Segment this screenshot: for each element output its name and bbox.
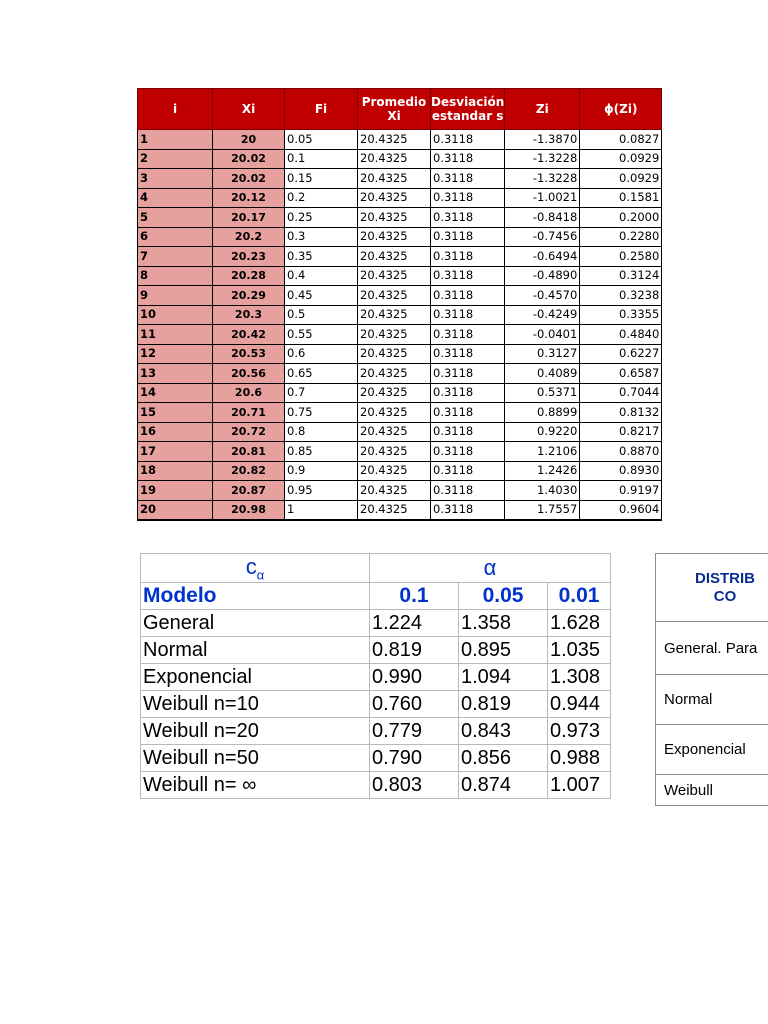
cell-xi: 20.29	[213, 286, 285, 306]
cell-phi: 0.3355	[580, 305, 662, 325]
cell-i: 2	[138, 149, 213, 169]
cell-promedio: 20.4325	[358, 266, 431, 286]
cell-i: 20	[138, 500, 213, 520]
cell-fi: 1	[285, 500, 358, 520]
cell-fi: 0.5	[285, 305, 358, 325]
cell-promedio: 20.4325	[358, 169, 431, 189]
cell-zi: -0.4890	[505, 266, 580, 286]
cell-phi: 0.9604	[580, 500, 662, 520]
cell-phi: 0.2580	[580, 247, 662, 267]
cell-promedio: 20.4325	[358, 149, 431, 169]
table-row	[138, 442, 662, 462]
table-row	[138, 364, 662, 384]
data-table	[137, 88, 662, 521]
cell-promedio: 20.4325	[358, 500, 431, 520]
cell-zi: -0.8418	[505, 208, 580, 228]
cell-zi: -0.4249	[505, 305, 580, 325]
cell-desviacion: 0.3118	[431, 500, 505, 520]
critical-row	[141, 718, 611, 745]
cell-promedio: 20.4325	[358, 442, 431, 462]
cell-phi: 0.8930	[580, 461, 662, 481]
cell-xi: 20.81	[213, 442, 285, 462]
cell-zi: -0.6494	[505, 247, 580, 267]
table-row	[138, 422, 662, 442]
cell-fi: 0.2	[285, 188, 358, 208]
dist-row-exponencial: Exponencial	[656, 725, 768, 775]
cell-desviacion: 0.3118	[431, 422, 505, 442]
cell-phi: 0.8217	[580, 422, 662, 442]
cell-model: Weibull n=50	[141, 745, 370, 772]
table-row	[138, 169, 662, 189]
cell-fi: 0.05	[285, 130, 358, 150]
cell-i: 11	[138, 325, 213, 345]
cell-fi: 0.85	[285, 442, 358, 462]
cell-promedio: 20.4325	[358, 305, 431, 325]
table-row	[138, 247, 662, 267]
cell-i: 5	[138, 208, 213, 228]
cell-i: 18	[138, 461, 213, 481]
cell-promedio: 20.4325	[358, 403, 431, 423]
col-header-zi: Zi	[505, 89, 580, 130]
cell-promedio: 20.4325	[358, 481, 431, 501]
table-row	[138, 149, 662, 169]
col-header-promedio: Promedio Xi	[358, 89, 431, 130]
cell-desviacion: 0.3118	[431, 461, 505, 481]
cell-xi: 20.2	[213, 227, 285, 247]
cell-xi: 20.23	[213, 247, 285, 267]
alpha-col-3: 0.01	[548, 583, 611, 610]
cell-zi: 0.9220	[505, 422, 580, 442]
critical-col-row	[141, 583, 611, 610]
col-header-xi: Xi	[213, 89, 285, 130]
cell-model: Weibull n= ∞	[141, 772, 370, 799]
cell-xi: 20.6	[213, 383, 285, 403]
cell-desviacion: 0.3118	[431, 266, 505, 286]
cell-desviacion: 0.3118	[431, 149, 505, 169]
cell-desviacion: 0.3118	[431, 364, 505, 384]
cell-promedio: 20.4325	[358, 344, 431, 364]
cell-fi: 0.1	[285, 149, 358, 169]
cell-phi: 0.2000	[580, 208, 662, 228]
cell-phi: 0.9197	[580, 481, 662, 501]
cell-alpha-3: 0.988	[548, 745, 611, 772]
cell-alpha-1: 0.760	[370, 691, 459, 718]
cell-zi: 1.7557	[505, 500, 580, 520]
cell-desviacion: 0.3118	[431, 208, 505, 228]
cell-i: 12	[138, 344, 213, 364]
cell-xi: 20.02	[213, 149, 285, 169]
table-row	[138, 286, 662, 306]
cell-phi: 0.3124	[580, 266, 662, 286]
cell-alpha-2: 0.819	[459, 691, 548, 718]
cell-fi: 0.35	[285, 247, 358, 267]
cell-zi: -1.3228	[505, 169, 580, 189]
cell-alpha-2: 0.895	[459, 637, 548, 664]
cell-i: 17	[138, 442, 213, 462]
cell-phi: 0.0929	[580, 149, 662, 169]
cell-fi: 0.45	[285, 286, 358, 306]
cell-phi: 0.8870	[580, 442, 662, 462]
cell-alpha-1: 1.224	[370, 610, 459, 637]
table-row	[138, 266, 662, 286]
cell-i: 13	[138, 364, 213, 384]
cell-fi: 0.15	[285, 169, 358, 189]
cell-fi: 0.75	[285, 403, 358, 423]
cell-xi: 20.53	[213, 344, 285, 364]
cell-fi: 0.8	[285, 422, 358, 442]
cell-zi: -1.0021	[505, 188, 580, 208]
cell-promedio: 20.4325	[358, 286, 431, 306]
col-header-desviacion: Desviación estandar s	[431, 89, 505, 130]
cell-desviacion: 0.3118	[431, 442, 505, 462]
cell-zi: 0.8899	[505, 403, 580, 423]
critical-row	[141, 745, 611, 772]
col-header-fi: Fi	[285, 89, 358, 130]
cell-alpha-1: 0.819	[370, 637, 459, 664]
critical-row	[141, 772, 611, 799]
cell-xi: 20.02	[213, 169, 285, 189]
cell-alpha-3: 0.944	[548, 691, 611, 718]
cell-alpha-2: 0.843	[459, 718, 548, 745]
cell-phi: 0.6587	[580, 364, 662, 384]
cell-zi: -1.3870	[505, 130, 580, 150]
cell-i: 1	[138, 130, 213, 150]
cell-i: 6	[138, 227, 213, 247]
cell-xi: 20.28	[213, 266, 285, 286]
table-row	[138, 130, 662, 150]
cell-xi: 20.72	[213, 422, 285, 442]
col-header-i: i	[138, 89, 213, 130]
modelo-header: Modelo	[141, 583, 370, 610]
cell-desviacion: 0.3118	[431, 188, 505, 208]
header-row	[138, 89, 662, 130]
cell-i: 19	[138, 481, 213, 501]
cell-zi: -0.4570	[505, 286, 580, 306]
cell-xi: 20.87	[213, 481, 285, 501]
critical-header-row	[141, 554, 611, 583]
cell-desviacion: 0.3118	[431, 130, 505, 150]
cell-alpha-2: 0.874	[459, 772, 548, 799]
table-row	[138, 344, 662, 364]
cell-fi: 0.6	[285, 344, 358, 364]
cell-alpha-1: 0.803	[370, 772, 459, 799]
cell-i: 7	[138, 247, 213, 267]
cell-phi: 0.0827	[580, 130, 662, 150]
cell-xi: 20.71	[213, 403, 285, 423]
alpha-col-1: 0.1	[370, 583, 459, 610]
cell-model: Exponencial	[141, 664, 370, 691]
cell-alpha-2: 1.358	[459, 610, 548, 637]
cell-fi: 0.95	[285, 481, 358, 501]
cell-model: General	[141, 610, 370, 637]
cell-zi: -0.7456	[505, 227, 580, 247]
cell-promedio: 20.4325	[358, 247, 431, 267]
cell-xi: 20	[213, 130, 285, 150]
table-row	[138, 461, 662, 481]
cell-phi: 0.7044	[580, 383, 662, 403]
table-row	[138, 188, 662, 208]
critical-values-table	[140, 553, 611, 799]
cell-phi: 0.2280	[580, 227, 662, 247]
table-row	[138, 325, 662, 345]
cell-desviacion: 0.3118	[431, 344, 505, 364]
cell-alpha-1: 0.790	[370, 745, 459, 772]
critical-row	[141, 691, 611, 718]
table-row	[138, 403, 662, 423]
table-row	[138, 481, 662, 501]
cell-i: 16	[138, 422, 213, 442]
cell-promedio: 20.4325	[358, 383, 431, 403]
cell-fi: 0.9	[285, 461, 358, 481]
table-body	[138, 130, 662, 521]
cell-alpha-1: 0.990	[370, 664, 459, 691]
cell-zi: 0.3127	[505, 344, 580, 364]
col-header-phi: ϕ(Zi)	[580, 89, 662, 130]
cell-desviacion: 0.3118	[431, 383, 505, 403]
alpha-header: α	[370, 554, 611, 583]
cell-alpha-2: 1.094	[459, 664, 548, 691]
cell-zi: 1.4030	[505, 481, 580, 501]
cell-phi: 0.1581	[580, 188, 662, 208]
c-alpha-header: $c_\alpha$	[141, 554, 370, 583]
cell-i: 10	[138, 305, 213, 325]
cell-desviacion: 0.3118	[431, 481, 505, 501]
cell-model: Weibull n=10	[141, 691, 370, 718]
cell-xi: 20.12	[213, 188, 285, 208]
dist-row-normal: Normal	[656, 675, 768, 725]
cell-xi: 20.3	[213, 305, 285, 325]
cell-xi: 20.98	[213, 500, 285, 520]
cell-desviacion: 0.3118	[431, 305, 505, 325]
distribution-table-cropped	[655, 553, 768, 802]
cell-xi: 20.17	[213, 208, 285, 228]
table-row	[138, 383, 662, 403]
cell-phi: 0.6227	[580, 344, 662, 364]
dist-row-weibull: Weibull	[656, 775, 768, 806]
cell-alpha-3: 1.308	[548, 664, 611, 691]
cell-fi: 0.7	[285, 383, 358, 403]
cell-alpha-3: 1.628	[548, 610, 611, 637]
cell-xi: 20.42	[213, 325, 285, 345]
cell-desviacion: 0.3118	[431, 169, 505, 189]
cell-promedio: 20.4325	[358, 461, 431, 481]
cell-zi: 1.2106	[505, 442, 580, 462]
cell-zi: -1.3228	[505, 149, 580, 169]
cell-fi: 0.65	[285, 364, 358, 384]
cell-promedio: 20.4325	[358, 188, 431, 208]
cell-desviacion: 0.3118	[431, 325, 505, 345]
dist-row-general: General. Para	[656, 622, 768, 675]
cell-promedio: 20.4325	[358, 227, 431, 247]
critical-row	[141, 664, 611, 691]
cell-model: Normal	[141, 637, 370, 664]
table-row	[138, 227, 662, 247]
cell-desviacion: 0.3118	[431, 227, 505, 247]
cell-zi: -0.0401	[505, 325, 580, 345]
critical-body	[141, 610, 611, 799]
cell-phi: 0.4840	[580, 325, 662, 345]
cell-fi: 0.4	[285, 266, 358, 286]
cell-fi: 0.3	[285, 227, 358, 247]
cell-promedio: 20.4325	[358, 130, 431, 150]
cell-desviacion: 0.3118	[431, 403, 505, 423]
table-row	[138, 500, 662, 520]
cell-zi: 0.4089	[505, 364, 580, 384]
cell-desviacion: 0.3118	[431, 247, 505, 267]
cell-i: 9	[138, 286, 213, 306]
cell-zi: 0.5371	[505, 383, 580, 403]
cell-i: 14	[138, 383, 213, 403]
cell-alpha-3: 1.035	[548, 637, 611, 664]
cell-i: 3	[138, 169, 213, 189]
cell-desviacion: 0.3118	[431, 286, 505, 306]
cell-promedio: 20.4325	[358, 422, 431, 442]
alpha-col-2: 0.05	[459, 583, 548, 610]
cell-i: 4	[138, 188, 213, 208]
critical-row	[141, 637, 611, 664]
cell-phi: 0.3238	[580, 286, 662, 306]
cell-promedio: 20.4325	[358, 208, 431, 228]
dist-header: DISTRIB CO	[656, 554, 768, 622]
cell-alpha-3: 0.973	[548, 718, 611, 745]
cell-promedio: 20.4325	[358, 364, 431, 384]
cell-i: 8	[138, 266, 213, 286]
critical-row	[141, 610, 611, 637]
table-row	[138, 208, 662, 228]
cell-fi: 0.25	[285, 208, 358, 228]
cell-alpha-1: 0.779	[370, 718, 459, 745]
cell-zi: 1.2426	[505, 461, 580, 481]
cell-alpha-2: 0.856	[459, 745, 548, 772]
cell-fi: 0.55	[285, 325, 358, 345]
cell-promedio: 20.4325	[358, 325, 431, 345]
cell-model: Weibull n=20	[141, 718, 370, 745]
cell-phi: 0.8132	[580, 403, 662, 423]
table-row	[138, 305, 662, 325]
cell-i: 15	[138, 403, 213, 423]
cell-alpha-3: 1.007	[548, 772, 611, 799]
cell-xi: 20.56	[213, 364, 285, 384]
cell-phi: 0.0929	[580, 169, 662, 189]
cell-xi: 20.82	[213, 461, 285, 481]
